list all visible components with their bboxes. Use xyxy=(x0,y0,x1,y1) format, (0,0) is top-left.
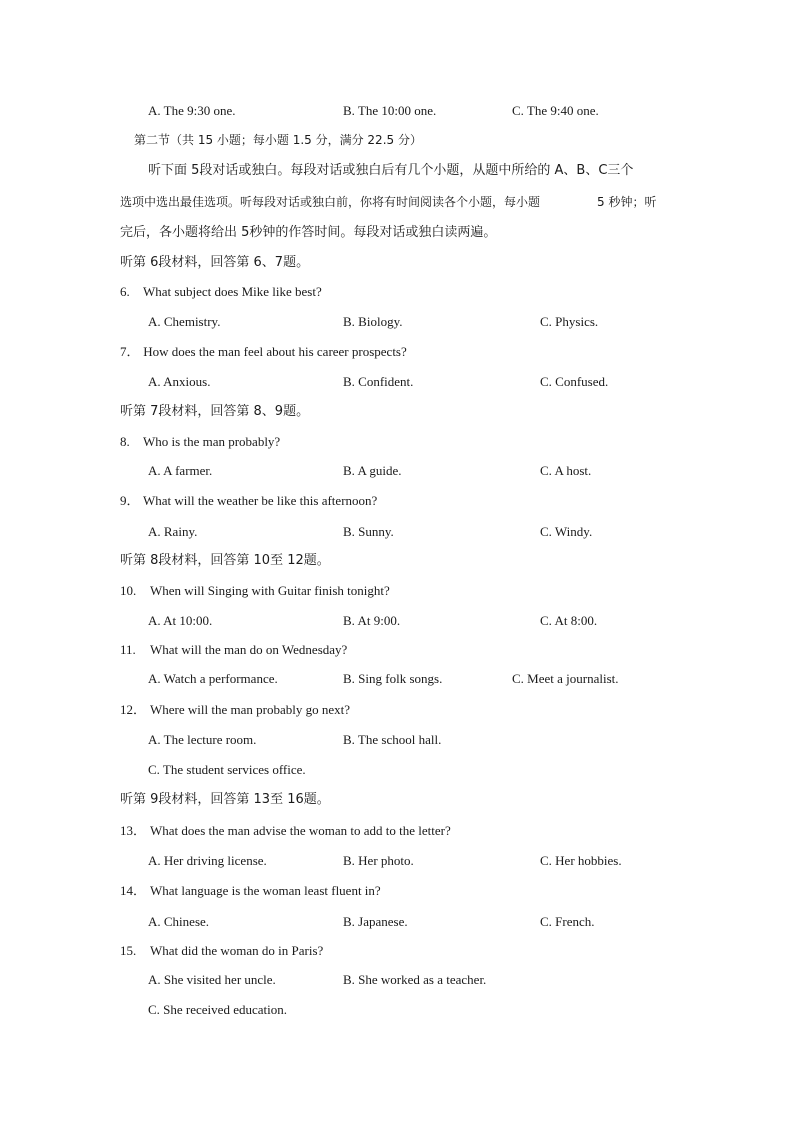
question-text: Who is the man probably? xyxy=(143,434,281,449)
option-b: B. She worked as a teacher. xyxy=(343,972,487,987)
option-c: C. Meet a journalist. xyxy=(512,671,619,686)
option-a: A. A farmer. xyxy=(148,463,213,478)
question-text: When will Singing with Guitar finish tonight? xyxy=(150,583,390,598)
question-number: 8. xyxy=(120,434,130,449)
section-title: 第二节（共 15 小题；每小题 1.5 分，满分 22.5 分） xyxy=(134,133,422,147)
option-b: B. Biology. xyxy=(343,314,403,329)
question-text: What will the man do on Wednesday? xyxy=(150,642,348,657)
option-a: A. Chinese. xyxy=(148,914,210,929)
group-heading: 听第 6段材料，回答第 6、7题。 xyxy=(120,255,310,270)
question-6 xyxy=(120,284,322,300)
question-8 xyxy=(120,434,280,450)
question-number: 6. xyxy=(120,284,130,299)
option-c: C. Her hobbies. xyxy=(540,853,622,868)
option-a: A. At 10:00. xyxy=(148,613,213,628)
question-text: What language is the woman least fluent in? xyxy=(150,883,381,898)
option-a: A. Anxious. xyxy=(148,374,211,389)
option-b: B. Confident. xyxy=(343,374,414,389)
group-heading: 听第 9段材料，回答第 13至 16题。 xyxy=(120,792,330,807)
option-c: C. A host. xyxy=(540,463,592,478)
option-b: B. Sunny. xyxy=(343,524,394,539)
option-b: B. The school hall. xyxy=(343,732,442,747)
question-13 xyxy=(120,823,451,839)
question-text: What subject does Mike like best? xyxy=(143,284,322,299)
question-text: How does the man feel about his career prospects? xyxy=(143,344,407,359)
question-number: 11. xyxy=(120,642,136,657)
group-heading: 听第 7段材料，回答第 8、9题。 xyxy=(120,404,310,419)
group-heading: 听第 8段材料，回答第 10至 12题。 xyxy=(120,553,330,568)
option-c: C. The student services office. xyxy=(148,762,306,777)
option-b: B. Sing folk songs. xyxy=(343,671,443,686)
option-c: C. Confused. xyxy=(540,374,609,389)
option-c: C. Windy. xyxy=(540,524,593,539)
option-a: A. Chemistry. xyxy=(148,314,221,329)
question-text: What will the weather be like this afternoon? xyxy=(143,493,378,508)
option-c: C. French. xyxy=(540,914,595,929)
question-number: 14． xyxy=(120,883,147,898)
instruction-line-3: 完后，各小题将给出 5秒钟的作答时间。每段对话或独白读两遍。 xyxy=(120,225,497,240)
question-12 xyxy=(120,702,350,718)
question-text: What did the woman do in Paris? xyxy=(150,943,324,958)
option-c: C. The 9:40 one. xyxy=(512,103,599,118)
option-a: A. The 9:30 one. xyxy=(148,103,236,118)
option-b: B. The 10:00 one. xyxy=(343,103,437,118)
option-c: C. At 8:00. xyxy=(540,613,598,628)
option-a: A. The lecture room. xyxy=(148,732,257,747)
instruction-line-2-end: 5 秒钟；听 xyxy=(597,195,657,209)
question-15 xyxy=(120,943,323,959)
question-7 xyxy=(120,344,407,360)
option-b: B. Her photo. xyxy=(343,853,414,868)
instruction-line-1: 听下面 5段对话或独白。每段对话或独白后有几个小题，从题中所给的 A、B、C三个 xyxy=(148,163,634,178)
option-c: C. She received education. xyxy=(148,1002,287,1017)
option-c: C. Physics. xyxy=(540,314,599,329)
question-number: 15. xyxy=(120,943,137,958)
question-text: Where will the man probably go next? xyxy=(150,702,351,717)
option-b: B. At 9:00. xyxy=(343,613,401,628)
option-a: A. She visited her uncle. xyxy=(148,972,276,987)
question-number: 7． xyxy=(120,344,140,359)
question-number: 9． xyxy=(120,493,140,508)
option-b: B. A guide. xyxy=(343,463,402,478)
option-b: B. Japanese. xyxy=(343,914,408,929)
question-14 xyxy=(120,883,381,899)
option-a: A. Watch a performance. xyxy=(148,671,278,686)
question-text: What does the man advise the woman to add to the letter? xyxy=(150,823,451,838)
option-a: A. Rainy. xyxy=(148,524,198,539)
question-number: 10. xyxy=(120,583,137,598)
instruction-line-2: 选项中选出最佳选项。听每段对话或独白前，你将有时间阅读各个小题，每小题 xyxy=(120,195,541,209)
question-number: 12． xyxy=(120,702,147,717)
question-9 xyxy=(120,493,377,509)
question-10 xyxy=(120,583,390,599)
question-11 xyxy=(120,642,347,658)
question-number: 13． xyxy=(120,823,147,838)
option-a: A. Her driving license. xyxy=(148,853,267,868)
